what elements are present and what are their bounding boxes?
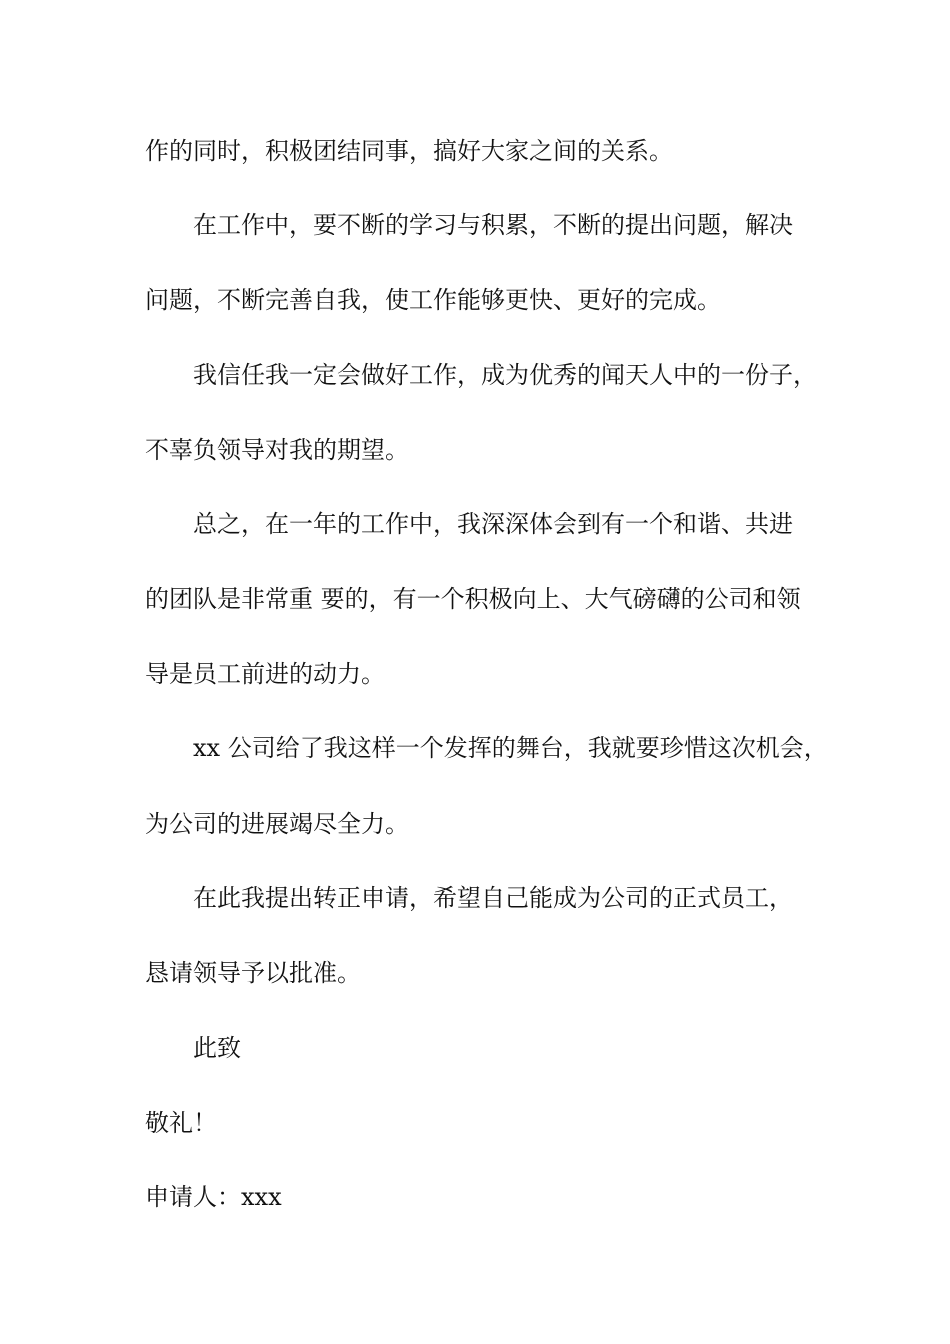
paragraph-line-11: 在此我提出转正申请，希望自己能成为公司的正式员工， [193,884,793,912]
closing-regards: 敬礼！ [145,1109,217,1137]
paragraph-line-12: 恳请领导予以批准。 [145,959,361,987]
paragraph-line-1: 作的同时，积极团结同事，搞好大家之间的关系。 [145,137,673,165]
paragraph-line-6: 总之，在一年的工作中，我深深体会到有一个和谐、共进 [193,510,793,538]
closing-salutation: 此致 [193,1034,241,1062]
paragraph-line-2: 在工作中，要不断的学习与积累，不断的提出问题，解决 [193,211,793,239]
paragraph-line-10: 为公司的进展竭尽全力。 [145,810,409,838]
paragraph-line-5: 不辜负领导对我的期望。 [145,436,409,464]
paragraph-line-3: 问题，不断完善自我，使工作能够更快、更好的完成。 [145,286,721,314]
applicant-signature: 申请人：xxx [145,1183,282,1211]
paragraph-line-7: 的团队是非常重 要的，有一个积极向上、大气磅礴的公司和领 [145,585,801,613]
paragraph-line-9: xx 公司给了我这样一个发挥的舞台，我就要珍惜这次机会， [193,734,828,762]
paragraph-line-4: 我信任我一定会做好工作，成为优秀的闻天人中的一份子， [193,361,817,389]
paragraph-line-8: 导是员工前进的动力。 [145,660,385,688]
